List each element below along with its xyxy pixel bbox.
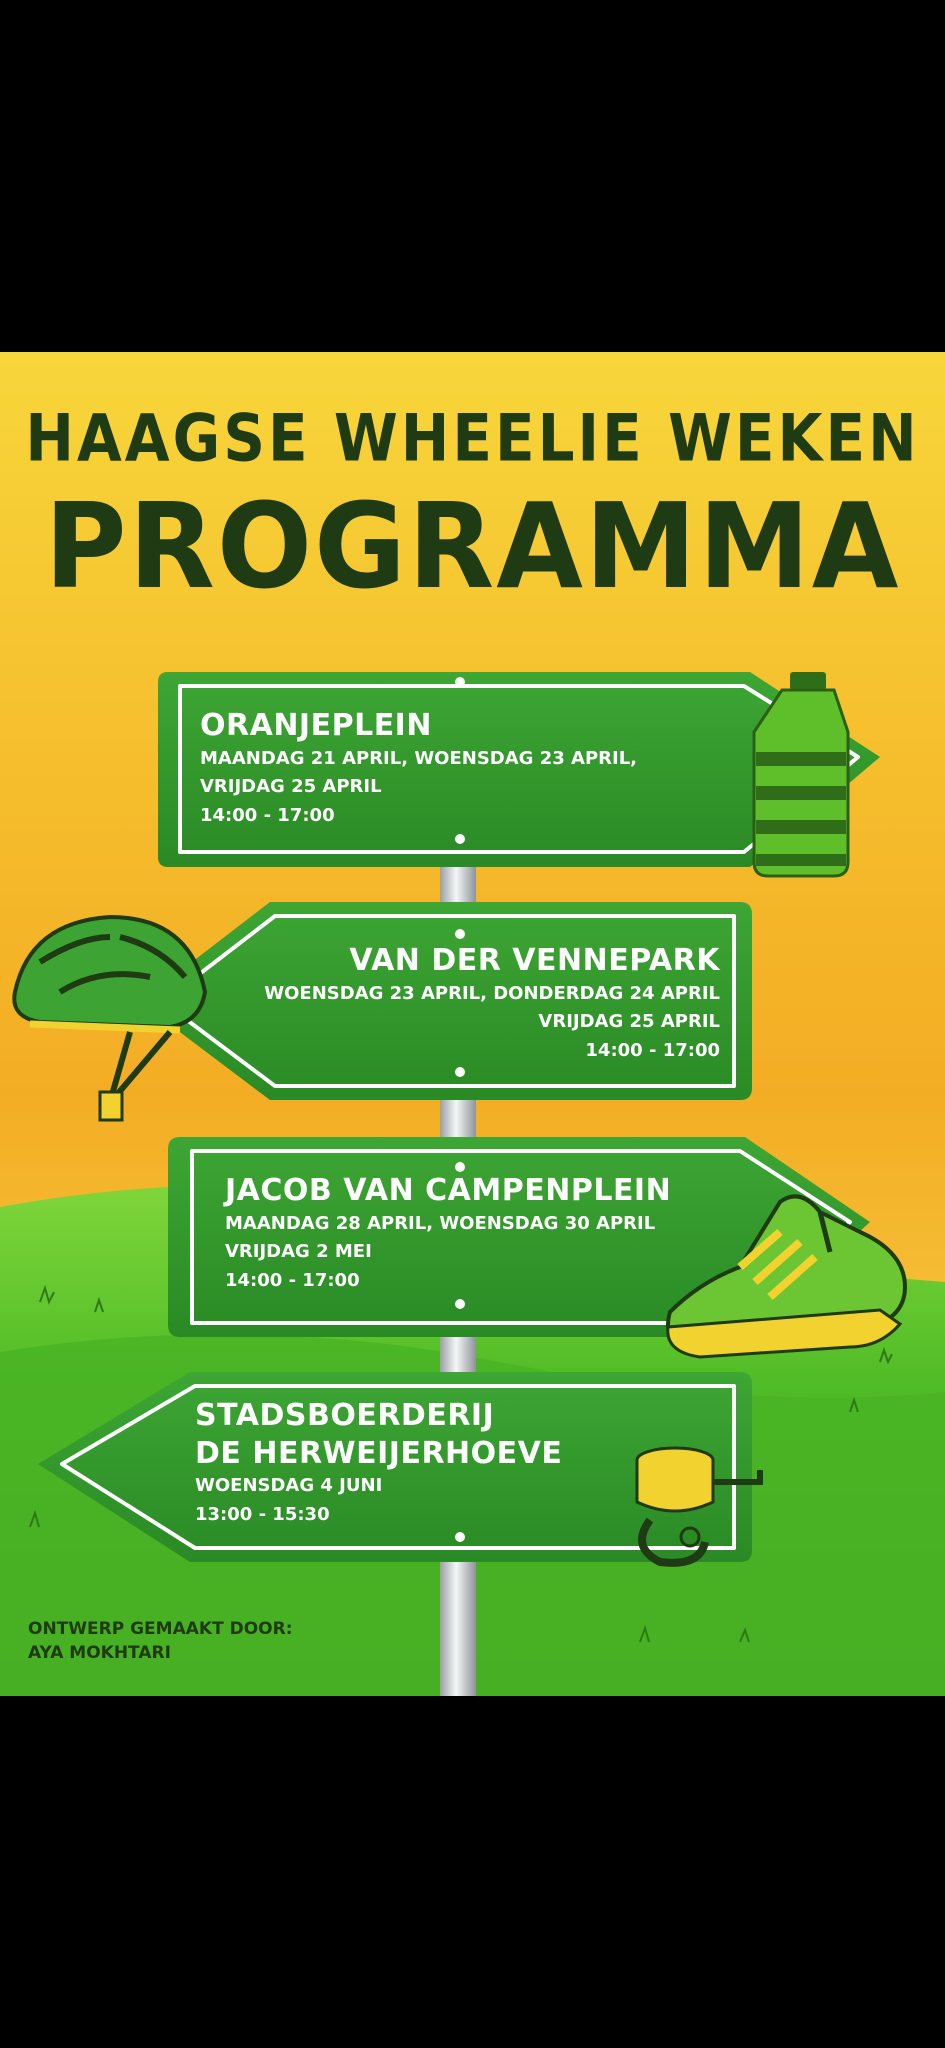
credit-line2: AYA MOKHTARI: [28, 1642, 171, 1663]
sign-stadsboerderij-text: [195, 1397, 562, 1530]
bike-helmet-icon: [14, 917, 205, 1120]
sign-oranjeplein-text: [200, 707, 637, 831]
time-range: 14:00 - 17:00: [585, 1040, 720, 1062]
location-name-line2: DE HERWEIJERHOEVE: [195, 1435, 563, 1471]
days-line1: WOENSDAG 4 JUNI: [195, 1475, 383, 1496]
location-name: VAN DER VENNEPARK: [349, 943, 720, 978]
sign-van-der-vennepark-text: [220, 942, 720, 1066]
location-name-line1: STADSBOERDERIJ: [195, 1398, 495, 1433]
design-credit: [28, 1618, 293, 1666]
location-name: ORANJEPLEIN: [200, 708, 432, 743]
time-range: 14:00 - 17:00: [200, 805, 335, 827]
days-line2: VRIJDAG 2 MEI: [225, 1241, 372, 1263]
days-line1: MAANDAG 21 APRIL, WOENSDAG 23 APRIL,: [200, 747, 638, 769]
days-line1: WOENSDAG 23 APRIL, DONDERDAG 24 APRIL: [264, 982, 720, 1004]
time-range: 13:00 - 15:30: [195, 1503, 330, 1525]
days-line2: VRIJDAG 25 APRIL: [200, 776, 382, 798]
location-name: JACOB VAN CAMPENPLEIN: [225, 1173, 672, 1208]
time-range: 14:00 - 17:00: [225, 1270, 360, 1292]
days-line2: VRIJDAG 25 APRIL: [538, 1011, 720, 1033]
credit-line1: ONTWERP GEMAAKT DOOR:: [28, 1619, 293, 1639]
poster-title-line1: HAAGSE WHEELIE WEKEN: [25, 399, 920, 477]
poster-title-line2: PROGRAMMA: [44, 478, 901, 616]
poster: [0, 352, 945, 1696]
sign-jacob-van-campenplein-text: [225, 1172, 671, 1296]
days-line1: MAANDAG 28 APRIL, WOENSDAG 30 APRIL: [225, 1212, 656, 1234]
